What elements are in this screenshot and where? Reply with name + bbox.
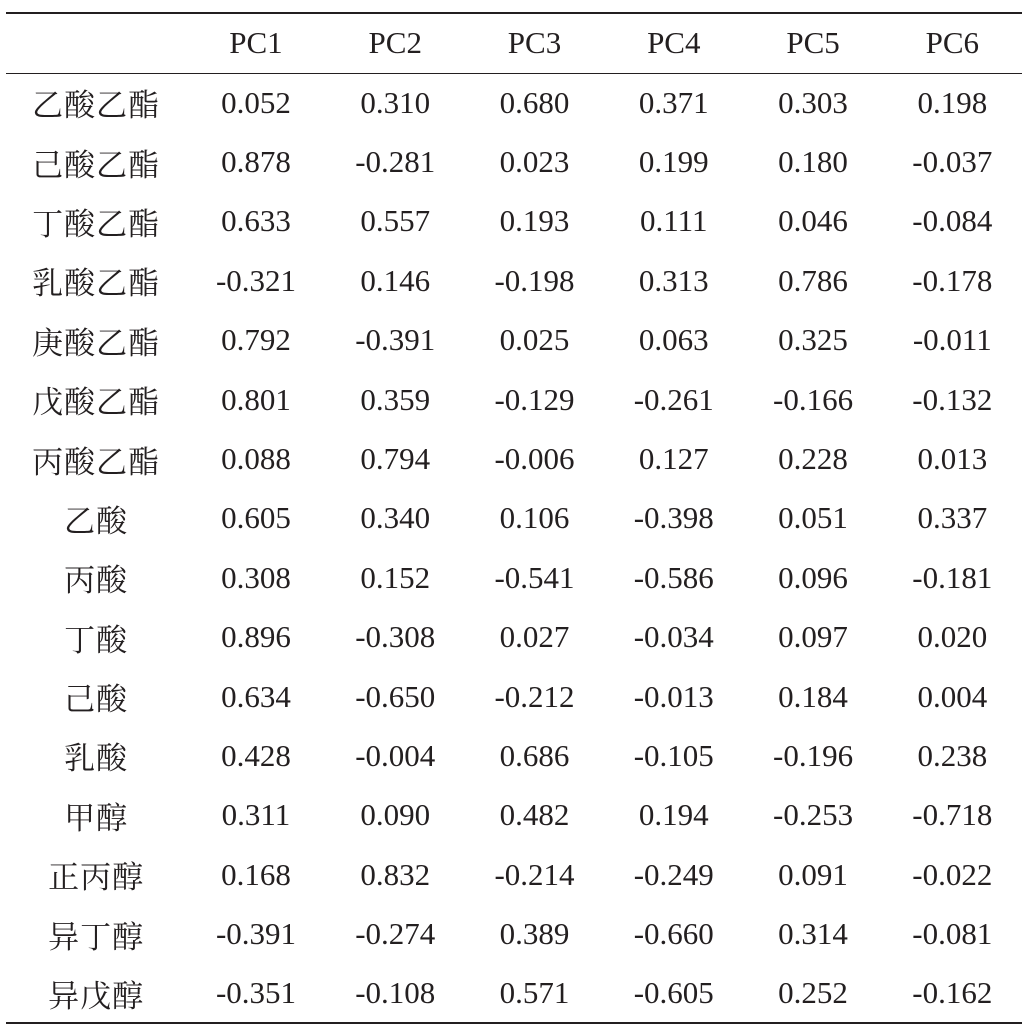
- row-label: 异戊醇: [6, 964, 186, 1023]
- cell-pc3: 0.193: [499, 203, 570, 239]
- cell-pc3: 0.571: [465, 964, 604, 1023]
- header-pc4: PC4: [604, 13, 743, 73]
- table-row: [6, 904, 1022, 963]
- cell-pc1: 0.801: [221, 381, 291, 417]
- cell-pc5: 0.096: [778, 559, 848, 595]
- cell-pc6: -0.162: [883, 964, 1022, 1023]
- row-label: 丙酸乙酯: [32, 444, 161, 481]
- cell-pc3: -0.006: [494, 441, 575, 477]
- cell-pc4: -0.105: [633, 737, 714, 773]
- cell-pc2: -0.004: [355, 737, 436, 773]
- row-label: 丁酸: [64, 622, 129, 659]
- table-row: [6, 845, 1022, 904]
- cell-pc2: 0.794: [360, 441, 431, 477]
- cell-pc5: 0.180: [778, 144, 848, 180]
- table-header: [6, 13, 1022, 73]
- row-label: 乙酸乙酯: [32, 88, 161, 125]
- cell-pc3: 0.389: [499, 916, 570, 952]
- cell-pc1: 0.311: [221, 797, 291, 833]
- cell-pc4: 0.371: [638, 84, 709, 120]
- cell-pc5: -0.253: [773, 797, 854, 833]
- cell-pc1: -0.321: [215, 262, 297, 298]
- cell-pc5: 0.097: [778, 619, 848, 655]
- cell-pc6: -0.011: [912, 322, 992, 358]
- row-label: 戊酸乙酯: [32, 385, 161, 422]
- cell-pc2: -0.650: [355, 678, 436, 714]
- cell-pc1: 0.896: [221, 619, 291, 655]
- cell-pc3: 0.482: [499, 797, 570, 833]
- cell-pc1: 0.168: [221, 856, 291, 892]
- cell-pc5: 0.325: [778, 322, 848, 358]
- row-label: 甲醇: [64, 800, 129, 837]
- table-row: [6, 192, 1022, 251]
- table-body: [6, 73, 1022, 1023]
- cell-pc6: 0.013: [917, 441, 988, 477]
- cell-pc4: -0.013: [633, 678, 714, 714]
- cell-pc3: 0.106: [499, 500, 570, 536]
- cell-pc6: 0.020: [917, 619, 988, 655]
- cell-pc5: 0.051: [778, 500, 848, 536]
- cell-pc3: 0.680: [499, 84, 570, 120]
- cell-pc2: 0.340: [360, 500, 431, 536]
- cell-pc4: -0.249: [633, 856, 714, 892]
- cell-pc2: -0.308: [355, 619, 436, 655]
- cell-pc1: 0.428: [221, 737, 291, 773]
- cell-pc1: -0.391: [215, 916, 297, 952]
- cell-pc6: 0.238: [917, 737, 988, 773]
- loadings-table: [6, 12, 1022, 1024]
- cell-pc4: 0.313: [638, 262, 709, 298]
- cell-pc2: -0.274: [355, 916, 436, 952]
- table-row: [6, 548, 1022, 607]
- row-label: 丙酸: [64, 563, 129, 600]
- cell-pc3: -0.541: [494, 559, 575, 595]
- row-label: 异丁醇: [48, 919, 145, 956]
- cell-pc1: 0.052: [221, 84, 291, 120]
- table-row: [6, 429, 1022, 488]
- table-row: [6, 964, 1022, 1023]
- cell-pc4: -0.261: [633, 381, 714, 417]
- cell-pc4: 0.199: [638, 144, 709, 180]
- cell-pc2: -0.281: [355, 144, 436, 180]
- table-row: [6, 608, 1022, 667]
- cell-pc4: 0.194: [638, 797, 709, 833]
- cell-pc1: 0.633: [221, 203, 291, 239]
- cell-pc1: -0.351: [186, 964, 325, 1023]
- cell-pc5: 0.314: [778, 916, 848, 952]
- cell-pc2: 0.832: [360, 856, 431, 892]
- table-row: [6, 667, 1022, 726]
- cell-pc6: -0.178: [912, 262, 993, 298]
- cell-pc2: -0.391: [355, 322, 436, 358]
- cell-pc4: -0.660: [633, 916, 714, 952]
- cell-pc2: 0.146: [360, 262, 431, 298]
- row-label: 乙酸: [64, 503, 129, 540]
- table-row: [6, 489, 1022, 548]
- cell-pc2: 0.090: [360, 797, 431, 833]
- cell-pc1: 0.878: [221, 144, 291, 180]
- cell-pc3: -0.198: [494, 262, 575, 298]
- header-corner: [6, 13, 186, 73]
- cell-pc6: -0.084: [912, 203, 993, 239]
- cell-pc5: 0.228: [778, 441, 848, 477]
- cell-pc4: -0.398: [633, 500, 714, 536]
- cell-pc5: -0.196: [773, 737, 854, 773]
- cell-pc4: 0.111: [640, 203, 708, 239]
- cell-pc1: 0.634: [221, 678, 291, 714]
- cell-pc6: 0.004: [917, 678, 988, 714]
- cell-pc3: 0.025: [499, 322, 570, 358]
- cell-pc4: 0.063: [638, 322, 709, 358]
- row-label: 乳酸乙酯: [32, 266, 161, 303]
- table-row: [6, 73, 1022, 132]
- cell-pc6: -0.037: [912, 144, 993, 180]
- cell-pc5: 0.046: [778, 203, 848, 239]
- cell-pc6: -0.081: [912, 916, 993, 952]
- cell-pc6: -0.132: [912, 381, 993, 417]
- row-label: 正丙醇: [48, 860, 145, 897]
- cell-pc4: -0.034: [633, 619, 714, 655]
- table-row: [6, 786, 1022, 845]
- cell-pc1: 0.308: [221, 559, 291, 595]
- cell-pc6: -0.181: [912, 559, 993, 595]
- cell-pc4: -0.605: [604, 964, 743, 1023]
- cell-pc2: 0.310: [360, 84, 431, 120]
- cell-pc4: -0.586: [633, 559, 714, 595]
- cell-pc1: 0.605: [221, 500, 291, 536]
- loadings-table-container: [6, 12, 1022, 1024]
- cell-pc6: 0.198: [917, 84, 988, 120]
- cell-pc6: 0.337: [917, 500, 988, 536]
- row-label: 己酸: [64, 682, 129, 719]
- cell-pc5: -0.166: [773, 381, 854, 417]
- cell-pc4: 0.127: [638, 441, 709, 477]
- cell-pc3: 0.027: [499, 619, 570, 655]
- cell-pc3: -0.214: [494, 856, 575, 892]
- header-row: [6, 13, 1022, 73]
- cell-pc2: -0.108: [326, 964, 465, 1023]
- cell-pc1: 0.088: [221, 441, 291, 477]
- table-row: [6, 251, 1022, 310]
- cell-pc5: 0.303: [778, 84, 848, 120]
- header-pc5: PC5: [743, 13, 882, 73]
- header-pc1: PC1: [186, 13, 325, 73]
- cell-pc3: 0.023: [499, 144, 570, 180]
- header-pc6: PC6: [883, 13, 1022, 73]
- cell-pc2: 0.359: [360, 381, 431, 417]
- table-row: [6, 370, 1022, 429]
- row-label: 乳酸: [64, 741, 129, 778]
- cell-pc6: -0.718: [912, 797, 993, 833]
- row-label: 庚酸乙酯: [32, 325, 161, 362]
- cell-pc5: 0.252: [743, 964, 882, 1023]
- table-row: [6, 726, 1022, 785]
- cell-pc6: -0.022: [912, 856, 993, 892]
- cell-pc5: 0.091: [778, 856, 848, 892]
- cell-pc1: 0.792: [221, 322, 291, 358]
- cell-pc2: 0.557: [360, 203, 431, 239]
- table-row: [6, 132, 1022, 191]
- cell-pc5: 0.786: [778, 262, 848, 298]
- cell-pc3: -0.129: [494, 381, 575, 417]
- cell-pc3: 0.686: [499, 737, 570, 773]
- cell-pc2: 0.152: [360, 559, 431, 595]
- row-label: 丁酸乙酯: [32, 206, 161, 243]
- table-row: [6, 311, 1022, 370]
- header-pc2: PC2: [326, 13, 465, 73]
- header-pc3: PC3: [465, 13, 604, 73]
- cell-pc3: -0.212: [494, 678, 575, 714]
- cell-pc5: 0.184: [778, 678, 848, 714]
- row-label: 己酸乙酯: [32, 147, 161, 184]
